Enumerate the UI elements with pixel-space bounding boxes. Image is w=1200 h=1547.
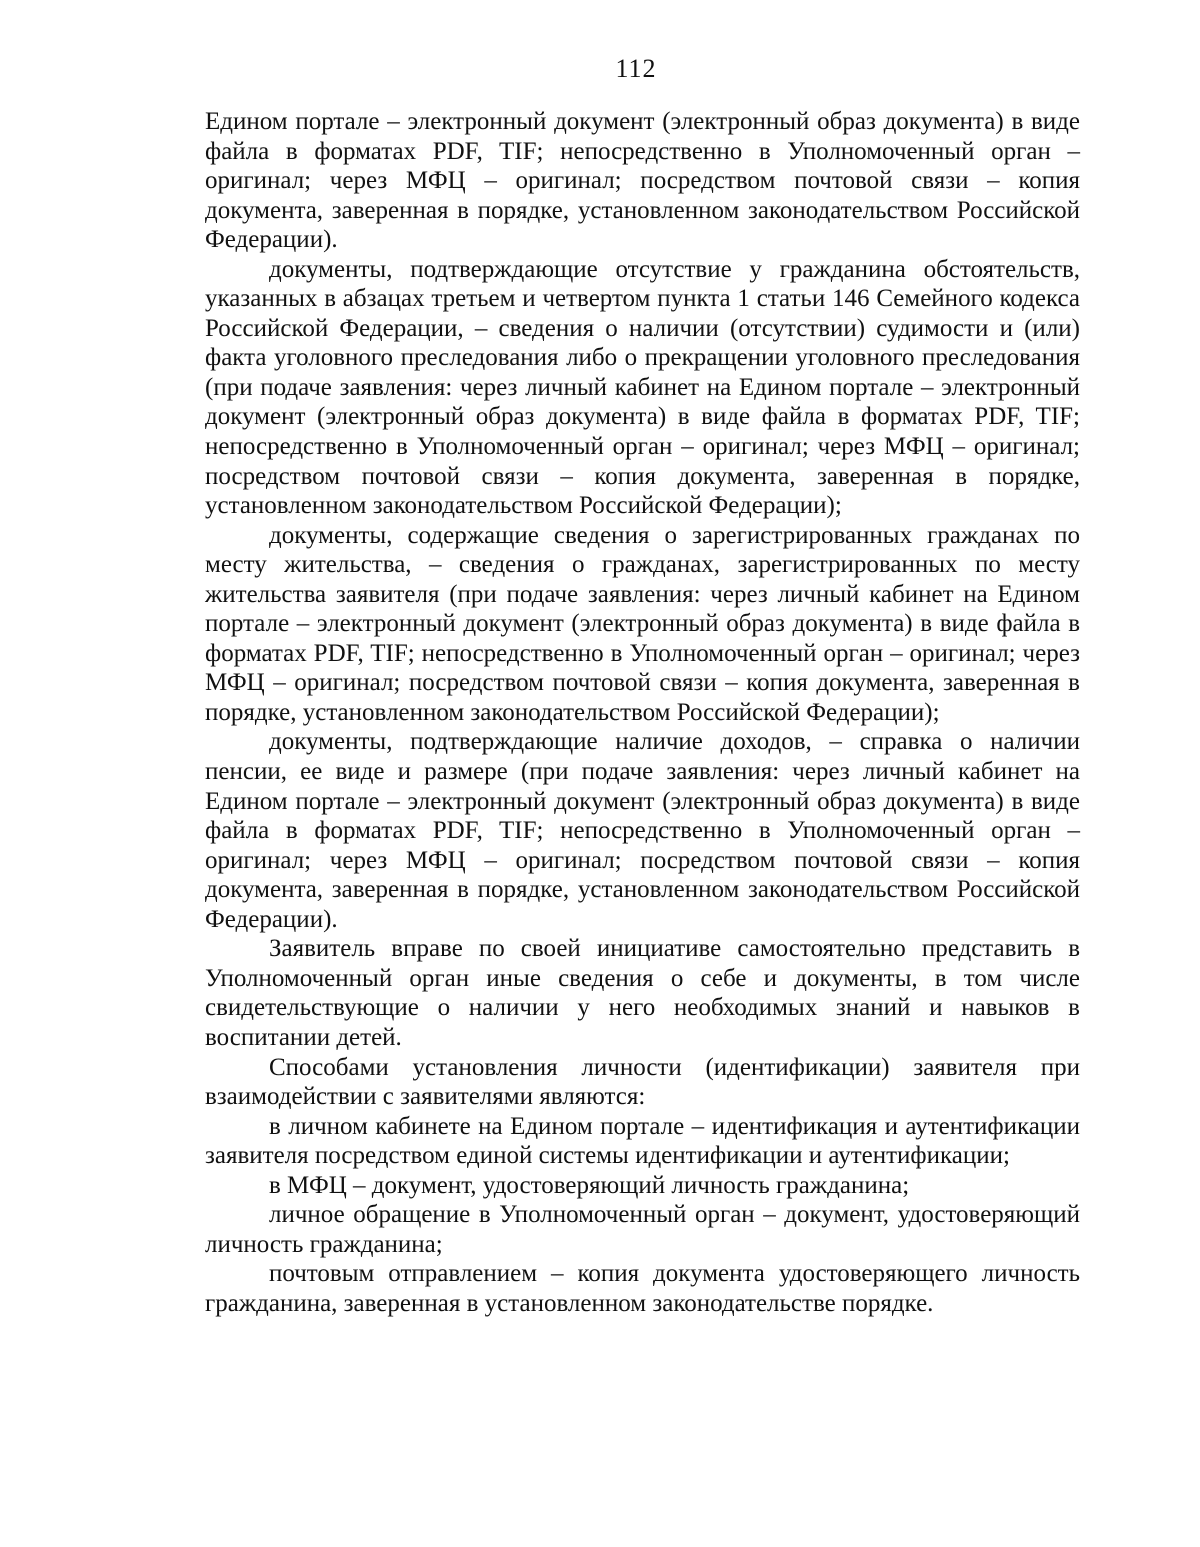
paragraph-applicant-initiative: Заявитель вправе по своей инициативе самостоятельно представить в Уполномоченный орган иные сведения о себе и документы, в том числе свидетельствующие о наличии у него необходимых знаний и навыков в воспитании детей. <box>205 935 1080 1051</box>
paragraph-postal-identification: почтовым отправлением – копия документа удостоверяющего личность гражданина, заверенная в установленном законодательстве порядке. <box>205 1260 1080 1317</box>
paragraph-mfc-identification: в МФЦ – документ, удостоверяющий личность гражданина; <box>269 1171 910 1199</box>
paragraph-continuation: Едином портале – электронный документ (электронный образ документа) в виде файла в форматах PDF, TIF; непосредственно в Уполномоченный орган – оригинал; через МФЦ – оригинал; посредством почтовой связи – копия документа, заверенная в порядке, установленном законодательством Российской Федерации). <box>205 108 1080 254</box>
paragraph-income-documents: документы, подтверждающие наличие доходов, – справка о наличии пенсии, ее виде и размере (при подаче заявления: через личный кабинет на Едином портале – электронный документ (электронный образ документа) в виде файла в форматах PDF, TIF; непосредственно в Уполномоченный орган – оригинал; через МФЦ – оригинал; посредством почтовой связи – копия документа, заверенная в порядке, установленном законодательством Российской Федерации). <box>205 728 1080 933</box>
paragraph-registration-documents: документы, содержащие сведения о зарегистрированных гражданах по месту жительства, – сведения о гражданах, зарегистрированных по месту жительства заявителя (при подаче заявления: через личный кабинет на Едином портале – электронный документ (электронный образ документа) в виде файла в форматах PDF, TIF; непосредственно в Уполномоченный орган – оригинал; через МФЦ – оригинал; посредством почтовой связи – копия документа, заверенная в порядке, установленном законодательством Российской Федерации); <box>205 521 1080 726</box>
paragraph-identification-methods: Способами установления личности (идентификации) заявителя при взаимодействии с заявителями являются: <box>205 1053 1080 1111</box>
page-number: 112 <box>615 54 657 83</box>
paragraph-criminal-record-documents: документы, подтверждающие отсутствие у гражданина обстоятельств, указанных в абзацах третьем и четвертом пункта 1 статьи 146 Семейного кодекса Российской Федерации, – сведения о наличии (отсутствии) судимости и (или) факта уголовного преследования либо о прекращении уголовного преследования (при подаче заявления: через личный кабинет на Едином портале – электронный документ (электронный образ документа) в виде файла в форматах PDF, TIF; непосредственно в Уполномоченный орган – оригинал; через МФЦ – оригинал; посредством почтовой связи – копия документа, заверенная в порядке, установленном законодательством Российской Федерации); <box>205 255 1080 520</box>
paragraph-in-person-identification: личное обращение в Уполномоченный орган – документ, удостоверяющий личность гражданина; <box>205 1201 1080 1258</box>
paragraph-online-identification: в личном кабинете на Едином портале – идентификация и аутентификации заявителя посредством единой системы идентификации и аутентификации; <box>205 1112 1080 1170</box>
document-body <box>205 107 1080 1318</box>
